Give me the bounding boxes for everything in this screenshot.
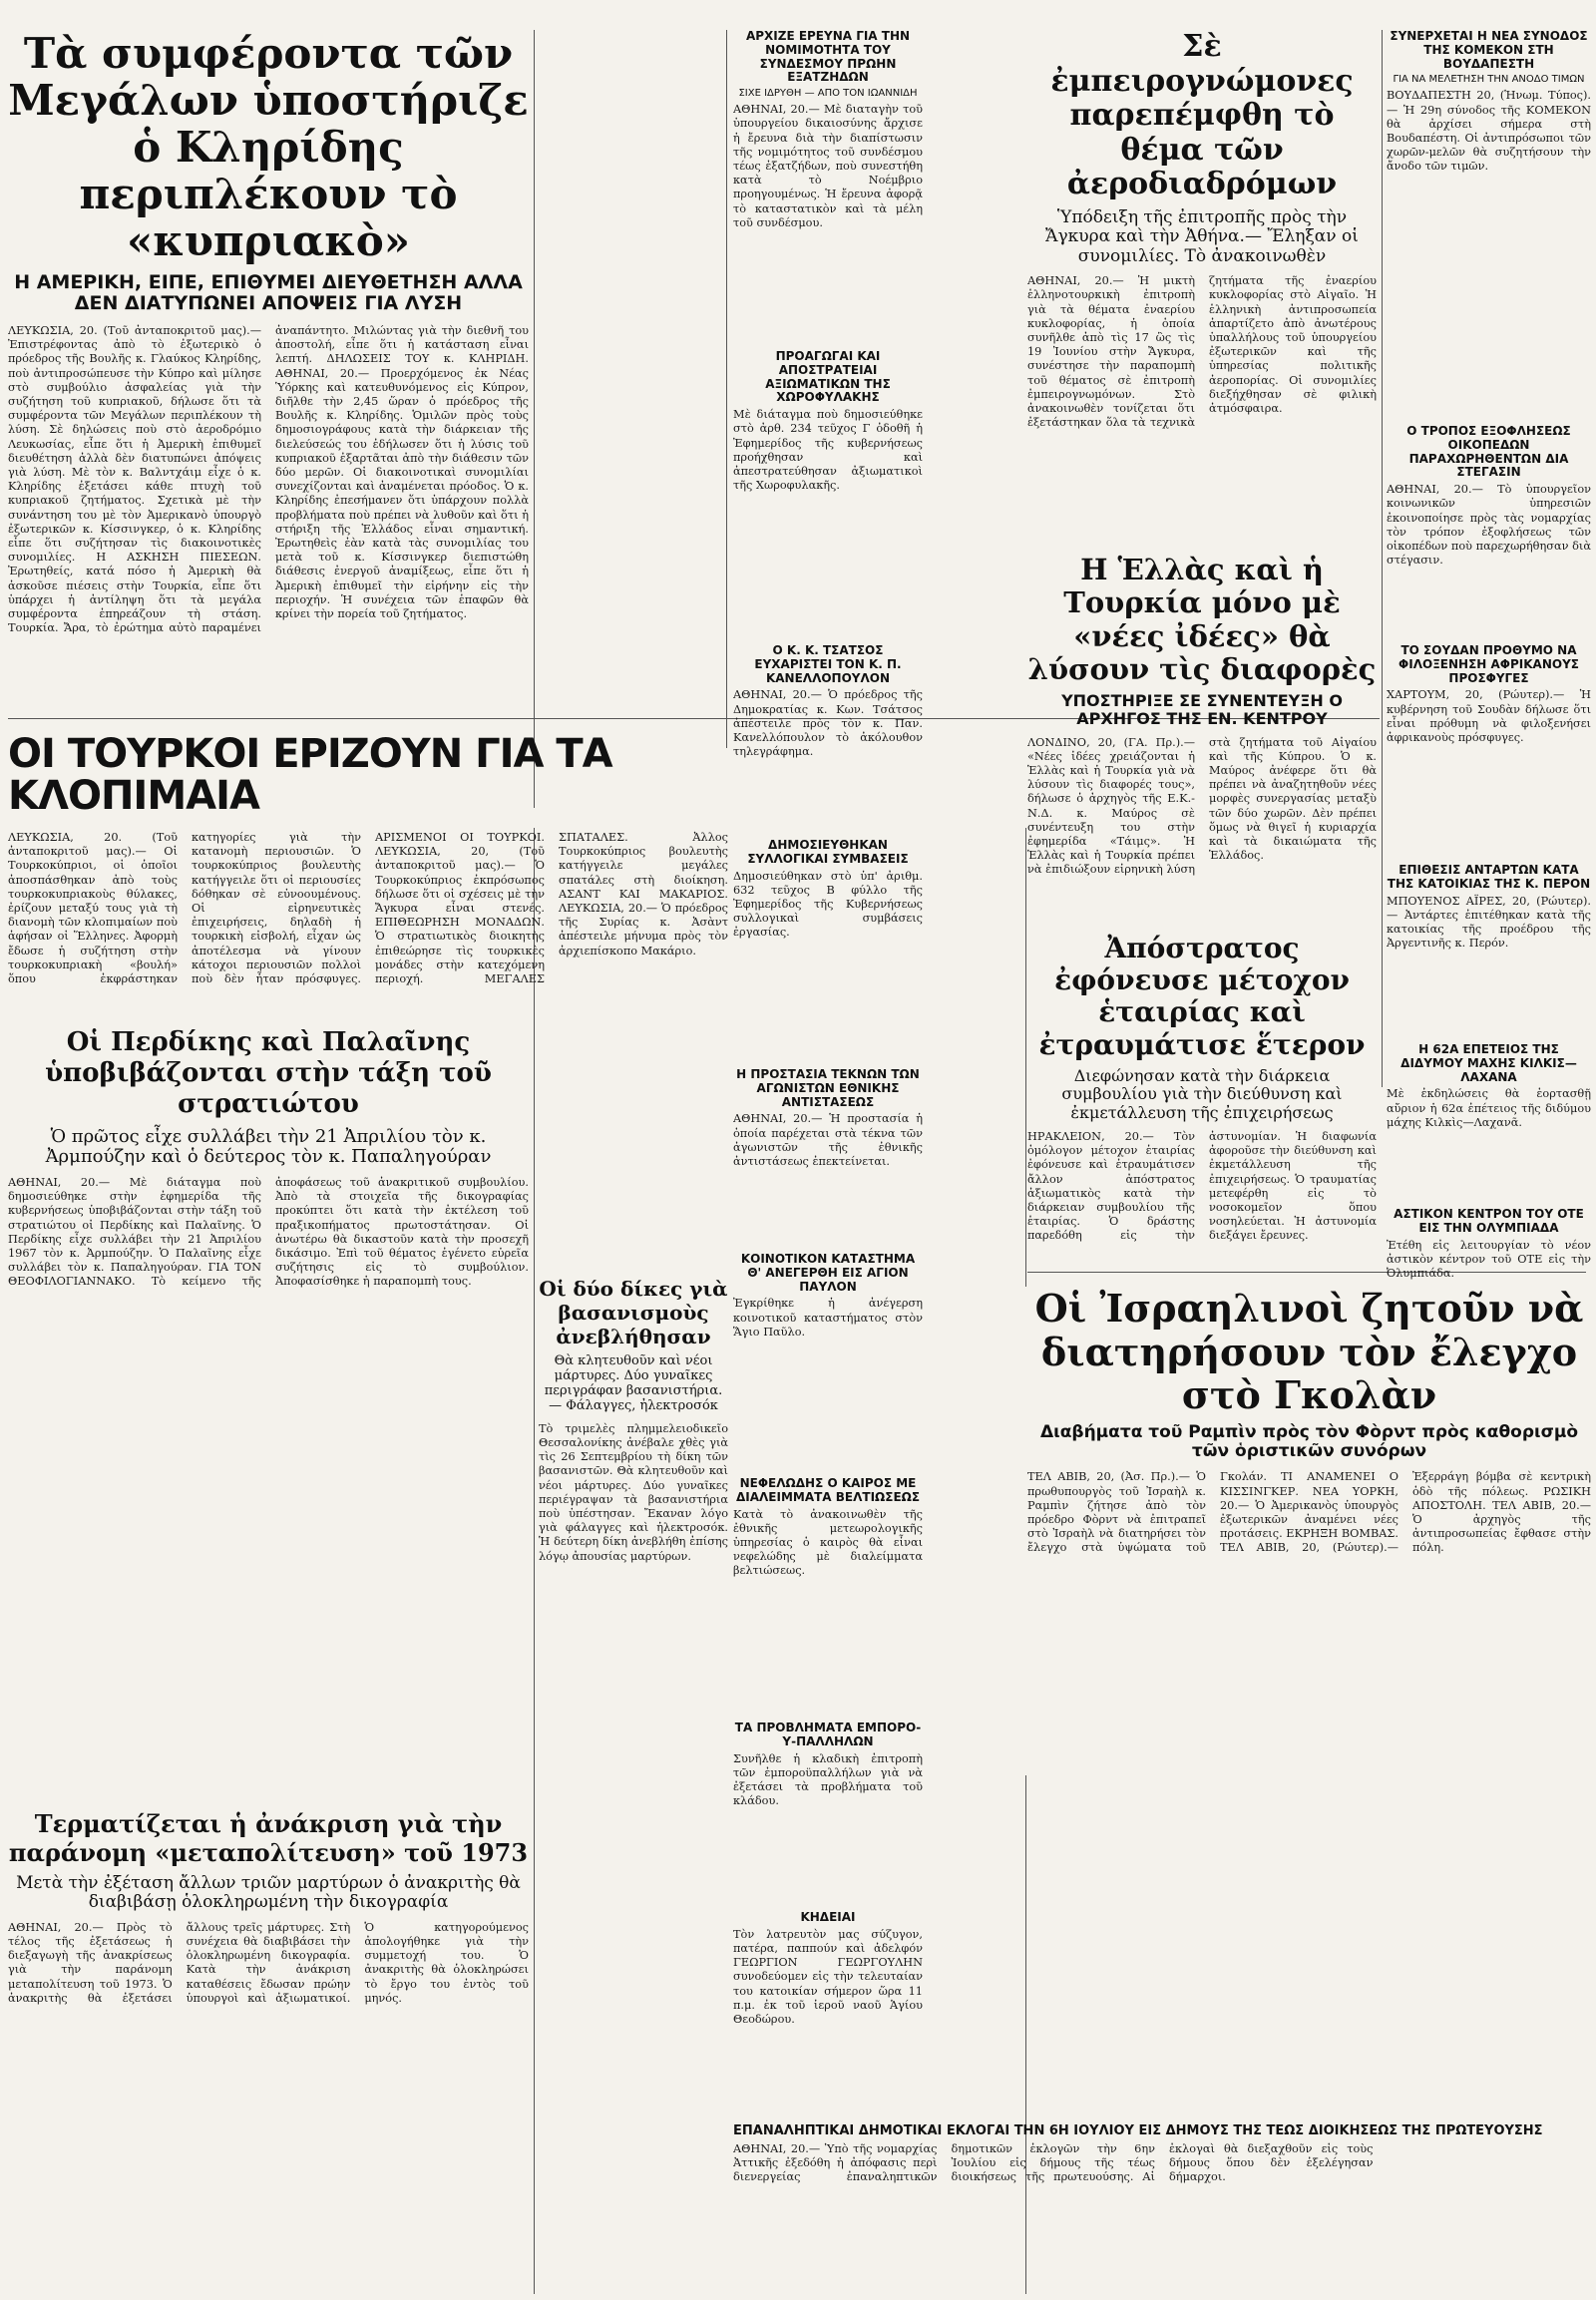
- headline: Οἱ Ἰσραηλινοὶ ζητοῦν νὰ διατηρήσουν τὸν ἔλεγχο στὸ Γκολὰν: [1034, 1287, 1584, 1418]
- headline: ΕΠΑΝΑΛΗΠΤΙΚΑΙ ΔΗΜΟΤΙΚΑΙ ΕΚΛΟΓΑΙ ΤΗΝ 6Η ΙΟΥΛΙΟΥ ΕΙΣ ΔΗΜΟΥΣ ΤΗΣ ΤΕΩΣ ΔΙΟΙΚΗΣΕΩΣ ΤΗΣ ΠΡΩΤΕΥΟΥΣΗΣ: [733, 2124, 1543, 2138]
- article-body: Ἐτέθη εἰς λειτουργίαν τὸ νέον ἀστικὸν κέντρον τοῦ ΟΤΕ εἰς τὴν Ὀλυμπιάδα.: [1387, 1238, 1591, 1280]
- subheadline: Διεφώνησαν κατὰ τὴν διάρκεια συμβουλίου γιὰ τὴν διεύθυνση καὶ ἐκμετάλλευση τῆς ἐπιχειρήσεως: [1061, 1065, 1343, 1122]
- article-dikes: [539, 1277, 728, 1795]
- headline: Η Ἑλλὰς καὶ ἡ Τουρκία μόνο μὲ «νέες ἰδέες» θὰ λύσουν τὶς διαφορὲς: [1027, 554, 1377, 687]
- headline: ΝΕΦΕΛΩΔΗΣ Ο ΚΑΙΡΟΣ ΜΕ ΔΙΑΛΕΙΜΜΑΤΑ ΒΕΛΤΙΩΣΕΩΣ: [735, 1476, 921, 1504]
- article-body: ΤΕΛ ΑΒΙΒ, 20, (Ἀσ. Πρ.).— Ὁ πρωθυπουργὸς τοῦ Ἰσραὴλ κ. Ραμπὶν ζήτησε ἀπὸ τὸν πρόεδρο Φὸρντ νὰ ἐπιτραπεῖ στὸ Ἰσραὴλ νὰ διατηρήσει τὸν ἔλεγχο στὰ ὑψώματα τοῦ Γκολάν. ΤΙ ΑΝΑΜΕΝΕΙ Ο ΚΙΣΣΙΝΓΚΕΡ. ΝΕΑ ΥΟΡΚΗ, 20.— Ὁ Ἀμερικανὸς ὑπουργὸς ἐξωτερικῶν ἀναμένει νέες προτάσεις. ΕΚΡΗΞΗ ΒΟΜΒΑΣ. ΤΕΛ ΑΒΙΒ, 20, (Ρώυτερ).— Ἐξερράγη βόμβα σὲ κεντρικὴ ὁδὸ τῆς πόλεως. ΡΩΣΙΚΗ ΑΠΟΣΤΟΛΗ. ΤΕΛ ΑΒΙΒ, 20.— Ὁ ἀρχηγὸς τῆς ἀντιπροσωπείας ἔφθασε στὴν πόλη.: [1027, 1470, 1591, 1555]
- article-body: Κατὰ τὸ ἀνακοινωθὲν τῆς ἐθνικῆς μετεωρολογικῆς ὑπηρεσίας ὁ καιρὸς θὰ εἶναι νεφελώδης μὲ διαλείμματα βελτιώσεως.: [733, 1507, 923, 1578]
- headline: ΑΡΧΙΖΕ ΕΡΕΥΝΑ ΓΙΑ ΤΗΝ ΝΟΜΙΜΟΤΗΤΑ ΤΟΥ ΣΥΝΔΕΣΜΟΥ ΠΡΩΗΝ ΕΞΑΤΖΗΔΩΝ: [745, 30, 911, 85]
- headline: ΚΗΔΕΙΑΙ: [800, 1910, 856, 1924]
- headline: Τὰ συμφέροντα τῶν Μεγάλων ὑποστήριζε ὁ Κληρίδης περιπλέκουν τὸ «κυπριακὸ»: [8, 30, 529, 266]
- headline: Η 62Α ΕΠΕΤΕΙΟΣ ΤΗΣ ΔΙΔΥΜΟΥ ΜΑΧΗΣ ΚΙΛΚΙΣ—ΛΑΧΑΝΑ: [1400, 1042, 1577, 1084]
- subheadline: Η ΑΜΕΡΙΚΗ, ΕΙΠΕ, ΕΠΙΘΥΜΕΙ ΔΙΕΥΘΕΤΗΣΗ ΑΛΛΑ ΔΕΝ ΔΙΑΤΥΠΩΝΕΙ ΑΠΟΨΕΙΣ ΓΙΑ ΛΥΣΗ: [14, 271, 523, 315]
- headline: Ο Κ. Κ. ΤΣΑΤΣΟΣ ΕΥΧΑΡΙΣΤΕΙ ΤΟΝ Κ. Π. ΚΑΝΕΛΛΟΠΟΥΛΟΝ: [754, 643, 902, 685]
- article-body: ΧΑΡΤΟΥΜ, 20, (Ρώυτερ).— Ἡ κυβέρνηση τοῦ Σουδὰν δήλωσε ὅτι εἶναι πρόθυμη νὰ φιλοξενήσει ἀφρικανοὺς πρόσφυγες.: [1387, 688, 1591, 744]
- subheadline: Θὰ κλητευθοῦν καὶ νέοι μάρτυρες. Δύο γυναῖκες περιγράφαν βασανιστήρια.— Φάλαγγες, ἠλεκτροσόκ: [544, 1353, 723, 1413]
- headline: ΟΙ ΤΟΥΡΚΟΙ ΕΡΙΖΟΥΝ ΓΙΑ ΤΑ ΚΛΟΠΙΜΑΙΑ: [8, 733, 612, 819]
- article-body: ΑΘΗΝΑΙ, 20.— Τὸ ὑπουργεῖον κοινωνικῶν ὑπηρεσιῶν ἐκοινοποίησε πρὸς τὰς νομαρχίας τὸν τρόπον ἐξοφλήσεως τῶν οἰκοπέδων ποὺ παρεχωρήθησαν διὰ στέγασιν.: [1387, 483, 1591, 568]
- headline: Ο ΤΡΟΠΟΣ ΕΞΟΦΛΗΣΕΩΣ ΟΙΚΟΠΕΔΩΝ ΠΑΡΑΧΩΡΗΘΕΝΤΩΝ ΔΙΑ ΣΤΕΓΑΣΙΝ: [1406, 424, 1571, 480]
- article-demosieusis: [733, 833, 923, 1052]
- subheadline: Ὁ πρῶτος εἶχε συλλάβει τὴν 21 Ἀπριλίου τὸν κ. Ἀρμπούζην καὶ ὁ δεύτερος τὸν κ. Παπαληγούραν: [45, 1125, 492, 1168]
- subheadline: Διαβήματα τοῦ Ραμπὶν πρὸς τὸν Φὸρντ πρὸς καθορισμὸ τῶν ὁριστικῶν συνόρων: [1039, 1422, 1579, 1461]
- article-turkoi: [8, 733, 728, 1012]
- subheadline: ΥΠΟΣΤΗΡΙΞΕ ΣΕ ΣΥΝΕΝΤΕΥΞΗ Ο ΑΡΧΗΓΟΣ ΤΗΣ ΕΝ. ΚΕΝΤΡΟΥ: [1061, 691, 1343, 728]
- article-ellas: [1027, 554, 1377, 923]
- byline: ΣΙΧΕ ΙΔΡΥΘΗ — ΑΠΟ ΤΟΝ ΙΩΑΝΝΙΔΗ: [738, 88, 918, 100]
- article-aerodiadromoi: [1027, 30, 1377, 509]
- headline: Οἱ Περδίκης καὶ Παλαῖνης ὑποβιβάζονται στὴν τάξη τοῦ στρατιώτου: [45, 1027, 492, 1120]
- article-ekloges: [733, 2124, 1591, 2294]
- headline: Τερματίζεται ἡ ἀνάκριση γιὰ τὴν παράνομη «μεταπολίτευση» τοῦ 1973: [8, 1810, 529, 1867]
- article-body: ΛΟΝΔΙΝΟ, 20, (ΓΑ. Πρ.).— «Νέες ἰδέες χρειάζονται ἡ Ἑλλὰς καὶ ἡ Τουρκία γιὰ νὰ λύσουν τὶς διαφορές τους», δήλωσε ὁ ἀρχηγὸς τῆς Ε.Κ.-Ν.Δ. κ. Μαύρος σὲ συνέντευξη του στὴν ἐφημερίδα «Τάιμς». Ἡ Ἑλλὰς καὶ ἡ Τουρκία πρέπει νὰ ἐπιδιώξουν εἰρηνικὴ λύση στὰ ζητήματα τοῦ Αἰγαίου καὶ τῆς Κύπρου. Ὁ κ. Μαύρος ἀνέφερε ὅτι θὰ πρέπει νὰ ἀναζητηθοῦν νέες μορφὲς συνεργασίας μεταξὺ τῶν δύο χωρῶν. Δὲν πρέπει ὅμως νὰ θιγεῖ ἡ κυριαρχία καὶ τὰ δικαιώματα τῆς Ἑλλάδος.: [1027, 735, 1377, 877]
- article-body: ΑΘΗΝΑΙ, 20.— Μὲ διαταγὴν τοῦ ὑπουργείου δικαιοσύνης ἄρχισε ἡ ἔρευνα διὰ τὴν διαπίστωσιν τῆς νομιμότητος τοῦ συνδέσμου τέως ἐξατζήδων, ποὺ συνεστήθη κατὰ τὸ Νοέμβριο προηγουμένως. Ἡ ἔρευνα ἀφορᾷ τὸ καταστατικὸν καὶ τὰ μέλη τοῦ συνδέσμου.: [733, 103, 923, 229]
- article-body: Μὲ διάταγμα ποὺ δημοσιεύθηκε στὸ ἀρθ. 234 τεῦχος Γ ὀδοθῆ ἡ Ἐφημερίδος τῆς κυβερνήσεως προήχθησαν καὶ ἀπεστρατεύθησαν ἀξιωματικοὶ τῆς Χωροφυλακῆς.: [733, 408, 923, 493]
- article-body: ΑΘΗΝΑΙ, 20.— Ἡ προστασία ἡ ὁποία παρέχεται στὰ τέκνα τῶν ἀγωνιστῶν τῆς ἐθνικῆς ἀντιστάσεως ἐπεκτείνεται.: [733, 1112, 923, 1168]
- article-body: ΑΘΗΝΑΙ, 20.— Πρὸς τὸ τέλος τῆς ἐξετάσεως ἡ διεξαγωγὴ τῆς ἀνακρίσεως γιὰ τὴν παράνομη μεταπολίτευση τοῦ 1973. Ὁ ἀνακριτὴς θὰ ἐξετάσει ἄλλους τρεῖς μάρτυρες. Στὴ συνέχεια θὰ διαβιβάσει τὴν ὁλοκληρωμένη δικογραφία. Κατὰ τὴν ἀνάκριση καταθέσεις ἔδωσαν πρώην ὑπουργοὶ καὶ ἀξιωματικοί. Ὁ κατηγορούμενος ἀπολογήθηκε γιὰ τὴν συμμετοχή του. Ὁ ἀνακριτὴς θὰ ὁλοκληρώσει τὸ ἔργο του ἐντὸς τοῦ μηνός.: [8, 1920, 529, 2005]
- headline: ΠΡΟΑΓΩΓΑΙ ΚΑΙ ΑΠΟΣΤΡΑΤΕΙΑΙ ΑΞΙΩΜΑΤΙΚΩΝ ΤΗΣ ΧΩΡΟΦΥΛΑΚΗΣ: [765, 349, 891, 405]
- headline: Σὲ ἐμπειρογνώμονες παρεπέμφθη τὸ θέμα τῶν ἀεροδιαδρόμων: [1050, 30, 1354, 201]
- article-tropos: [1387, 419, 1591, 628]
- article-israinoi: [1027, 1287, 1591, 1775]
- article-prostasia: [733, 1062, 923, 1242]
- headline: ΤΟ ΣΟΥΔΑΝ ΠΡΟΘΥΜΟ ΝΑ ΦΙΛΟΞΕΝΗΣΗ ΑΦΡΙΚΑΝΟΥΣ ΠΡΟΣΦΥΓΕΣ: [1398, 643, 1579, 685]
- headline: ΤΑ ΠΡΟΒΛΗΜΑΤΑ ΕΜΠΟΡΟ-Υ-ΠΑΛΛΗΛΩΝ: [734, 1721, 922, 1748]
- article-proagogai: [733, 344, 923, 603]
- article-body: ΑΘΗΝΑΙ, 20.— Ἡ μικτὴ ἑλληνοτουρκικὴ ἐπιτροπὴ γιὰ τὰ θέματα ἐναερίου κυκλοφορίας, ἡ ὁποία συνῆλθε ἀπὸ τὶς 17 ὣς τὶς 19 Ἰουνίου στὴν Ἄγκυρα, συνέστησε τὴν παραπομπὴ τοῦ θέματος σὲ ἐπιτροπὴ ἐμπειρογνωμόνων. Στὸ ἀνακοινωθὲν τονίζεται ὅτι ἐξετάστηκαν ὅλα τὰ τεχνικὰ ζητήματα τῆς ἐναερίου κυκλοφορίας στὸ Αἰγαῖο. Ἡ ἑλληνικὴ ἀντιπροσωπεία ἀπαρτίζετο ἀπὸ ἀνωτέρους ὑπαλλήλους τοῦ ὑπουργείου ἐξωτερικῶν καὶ τῆς ὑπηρεσίας πολιτικῆς ἀεροπορίας. Οἱ συνομιλίες διεξήχθησαν σὲ φιλικὴ ἀτμόσφαιρα.: [1027, 274, 1377, 430]
- article-epitheseis: [1387, 858, 1591, 1027]
- headline: ΚΟΙΝΟΤΙΚΟΝ ΚΑΤΑΣΤΗΜΑ Θ' ΑΝΕΓΕΡΘΗ ΕΙΣ ΑΓΙΟΝ ΠΑΥΛΟΝ: [740, 1252, 916, 1294]
- article-kideiai: [733, 1905, 923, 2114]
- headline: ΕΠΙΘΕΣΙΣ ΑΝΤΑΡΤΩΝ ΚΑΤΑ ΤΗΣ ΚΑΤΟΙΚΙΑΣ ΤΗΣ Κ. ΠΕΡΟΝ: [1387, 863, 1591, 891]
- headline: Η ΠΡΟΣΤΑΣΙΑ ΤΕΚΝΩΝ ΤΩΝ ΑΓΩΝΙΣΤΩΝ ΕΘΝΙΚΗΣ ΑΝΤΙΣΤΑΣΕΩΣ: [736, 1067, 920, 1109]
- article-tsatsos: [733, 638, 923, 778]
- article-body: Συνῆλθε ἡ κλαδικὴ ἐπιτροπὴ τῶν ἐμποροϋπαλλήλων γιὰ νὰ ἐξετάσει τὰ προβλήματα τοῦ κλάδου.: [733, 1751, 923, 1808]
- byline: ΓΙΑ ΝΑ ΜΕΛΕΤΗΣΗ ΤΗΝ ΑΝΟΔΟ ΤΙΜΩΝ: [1393, 74, 1585, 86]
- article-katastima: [733, 1247, 923, 1456]
- article-body: ΒΟΥΔΑΠΕΣΤΗ 20, (Ἡνωμ. Τύπος).— Ἡ 29η σύνοδος τῆς ΚΟΜΕΚΟΝ θὰ ἀρχίσει σήμερα στὴ Βουδαπέστη. Οἱ ἀντιπρόσωποι τῶν χωρῶν-μελῶν θὰ συζητήσουν τὴν ἄνοδο τῶν τιμῶν.: [1387, 89, 1591, 174]
- headline: Οἱ δύο δίκες γιὰ βασανισμοὺς ἀνεβλήθησαν: [539, 1277, 728, 1348]
- article-astikon: [1387, 1202, 1591, 1287]
- article-kairos: [733, 1471, 923, 1701]
- article-body: ΗΡΑΚΛΕΙΟΝ, 20.— Τὸν ὁμόλογον μέτοχον ἑταιρίας ἐφόνευσε καὶ ἐτραυμάτισεν ἄλλον ἀπόστρατος ἀξιωματικὸς κατὰ τὴν διάρκειαν συμβουλίου τῆς ἑταιρίας. Ὁ δράστης παρεδόθη εἰς τὴν ἀστυνομίαν. Ἡ διαφωνία ἀφοροῦσε τὴν διεύθυνση καὶ ἐκμετάλλευση τῆς ἐπιχειρήσεως. Ὁ τραυματίας μετεφέρθη εἰς τὸ νοσοκομεῖον ὅπου νοσηλεύεται. Ἡ ἀστυνομία διεξάγει ἔρευνες.: [1027, 1129, 1377, 1243]
- headline: ΣΥΝΕΡΧΕΤΑΙ Η ΝΕΑ ΣΥΝΟΔΟΣ ΤΗΣ ΚΟΜΕΚΟΝ ΣΤΗ ΒΟΥΔΑΠΕΣΤΗ: [1390, 30, 1588, 71]
- article-nomimotita: [733, 30, 923, 339]
- article-synodos: [1387, 30, 1591, 419]
- article-problimata: [733, 1716, 923, 1895]
- article-body: Τὸν λατρευτὸν μας σύζυγον, πατέρα, παππούν καὶ ἀδελφόν ΓΕΩΡΓΙΟΝ ΓΕΩΡΓΟΥΛΗΝ συνοδεύομεν εἰς τὴν τελευταίαν του κατοικίαν σήμερον ὥρα 11 π.μ. ἐκ τοῦ ἱεροῦ ναοῦ Ἁγίου Θεοδώρου.: [733, 1927, 923, 2027]
- headline: ΔΗΜΟΣΙΕΥΘΗΚΑΝ ΣΥΛΛΟΓΙΚΑΙ ΣΥΜΒΑΣΕΙΣ: [747, 838, 909, 866]
- subheadline: Μετὰ τὴν ἐξέταση ἄλλων τριῶν μαρτύρων ὁ ἀνακριτὴς θὰ διαβιβάσῃ ὁλοκληρωμένη τὴν δικογραφία: [16, 1872, 521, 1913]
- article-body: ΑΘΗΝΑΙ, 20.— Ὑπὸ τῆς νομαρχίας Ἀττικῆς ἐξεδόθη ἡ ἀπόφασις περὶ διενεργείας ἐπαναληπτικῶν δημοτικῶν ἐκλογῶν τὴν 6ην Ἰουλίου εἰς δήμους τῆς τέως διοικήσεως τῆς πρωτευούσης. Αἱ ἐκλογαὶ θὰ διεξαχθοῦν εἰς τοὺς δήμους ὅπου δὲν ἐξελέγησαν δήμαρχοι.: [733, 2141, 1374, 2184]
- article-body: ΛΕΥΚΩΣΙΑ, 20. (Τοῦ ἀνταποκριτοῦ μας).— Οἱ Τουρκοκύπριοι, οἱ ὁποῖοι ἀποσπάσθηκαν ἀπὸ τοὺς τουρκοκυπριακοὺς θύλακες, ἐρίζουν μεταξύ τους γιὰ τὴ διανομὴ τῶν κλοπιμαίων ποὺ ἀφήσαν οἱ Ἕλληνες. Ἀφορμὴ ἔδωσε ἡ συζήτηση στὴν τουρκοκυπριακὴ «βουλή» ὅπου ἐκφράστηκαν κατηγορίες γιὰ τὴν κατανομὴ περιουσιῶν. Ὁ τουρκοκύπριος βουλευτὴς κατήγγειλε ὅτι οἱ περιουσίες δόθηκαν σὲ εὐνοουμένους. Οἱ εἰρηνευτικὲς ἐπιχειρήσεις, δηλαδὴ ἡ τουρκικὴ εἰσβολή, εἶχαν ὡς ἀποτέλεσμα νὰ γίνουν κάτοχοι περιουσιῶν πολλοὶ ποὺ δὲν ἦταν πρόσφυγες. ΑΡΙΣΜΕΝΟΙ ΟΙ ΤΟΥΡΚΟΙ. ΛΕΥΚΩΣΙΑ, 20, (Τοῦ ἀνταποκριτοῦ μας).— Ὁ Τουρκοκύπριος ἐκπρόσωπος δήλωσε ὅτι οἱ σχέσεις μὲ τὴν Ἄγκυρα εἶναι στενές. ΕΠΙΘΕΩΡΗΣΗ ΜΟΝΑΔΩΝ. Ὁ στρατιωτικὸς διοικητὴς ἐπιθεώρησε τὶς τουρκικὲς μονάδες στὴν κατεχόμενη περιοχή. ΜΕΓΑΛΕΣ ΣΠΑΤΑΛΕΣ. Ἀλλος Τουρκοκύπριος βουλευτὴς κατήγγειλε μεγάλες σπατάλες στὴ διοίκηση. ΑΣΑΝΤ ΚΑΙ ΜΑΚΑΡΙΟΣ. ΛΕΥΚΩΣΙΑ, 20.— Ὁ πρόεδρος τῆς Συρίας κ. Ἀσὰντ ἀπέστειλε μήνυμα πρὸς τὸν ἀρχιεπίσκοπο Μακάριο.: [8, 831, 728, 986]
- article-body: Μὲ ἐκδηλώσεις θὰ ἑορτασθῇ αὔριον ἡ 62α ἐπέτειος τῆς διδύμου μάχης Κιλκὶς—Λαχανᾶ.: [1387, 1087, 1591, 1129]
- article-apostratos: [1027, 933, 1377, 1272]
- article-anakrisi: [8, 1810, 529, 2294]
- article-body: Δημοσιεύθηκαν στὸ ὑπ' ἀριθμ. 632 τεῦχος Β φύλλο τῆς Ἐφημερίδος τῆς Κυβερνήσεως συλλογικαὶ συμβάσεις ἐργασίας.: [733, 869, 923, 940]
- article-body: Ἐγκρίθηκε ἡ ἀνέγερση κοινοτικοῦ καταστήματος στὸν Ἅγιο Παῦλο.: [733, 1297, 923, 1339]
- article-body: ΜΠΟΥΕΝΟΣ ΑΪΡΕΣ, 20, (Ρώυτερ).— Ἀντάρτες ἐπιτέθηκαν κατὰ τῆς κατοικίας τῆς προέδρου τῆς Ἀργεντινῆς κ. Περόν.: [1387, 894, 1591, 951]
- article-kyprian: [8, 30, 529, 718]
- article-perdikis: [8, 1027, 529, 1795]
- article-body: Τὸ τριμελὲς πλημμελειοδικεῖο Θεσσαλονίκης ἀνέβαλε χθὲς γιὰ τὶς 26 Σεπτεμβρίου τὴ δίκη τῶν βασανιστῶν. Θὰ κλητευθοῦν καὶ νέοι μάρτυρες. Δύο γυναῖκες περιέγραψαν τὰ βασανιστήρια ποὺ ὑπέστησαν. Ἔκαναν λόγο γιὰ φάλαγγες καὶ ἠλεκτροσόκ. Ἡ δεύτερη δίκη ἀνεβλήθη ἐπίσης λόγῳ ἀπουσίας μαρτύρων.: [539, 1421, 728, 1563]
- headline: ΑΣΤΙΚΟΝ ΚΕΝΤΡΟΝ ΤΟΥ ΟΤΕ ΕΙΣ ΤΗΝ ΟΛΥΜΠΙΑΔΑ: [1394, 1207, 1584, 1235]
- article-body: ΑΘΗΝΑΙ, 20.— Μὲ διάταγμα ποὺ δημοσιεύθηκε στὴν ἐφημερίδα τῆς κυβερνήσεως ὑποβιβάζονται στὴν τάξη τοῦ στρατιώτου οἱ Περδίκης καὶ Παλαῖνης. Ὁ Περδίκης εἶχε συλλάβει τὴν 21 Ἀπριλίου 1967 τὸν κ. Ἀρμπούζην. Ὁ Παλαῖνης εἶχε συλλάβει τὸν κ. Παπαληγούραν. ΓΙΑ ΤΟΝ ΘΕΟΦΙΛΟΓΙΑΝΝΑΚΟ. Τὸ κείμενο τῆς ἀποφάσεως τοῦ ἀνακριτικοῦ συμβουλίου. Ἀπὸ τὰ στοιχεῖα τῆς δικογραφίας προκύπτει ὅτι κατὰ τὴν ἐκτέλεση τοῦ πραξικοπήματος πρωτοστάτησαν. Οἱ ἀνωτέρω θὰ δικαστοῦν κατὰ τὴν προσεχῆ δικάσιμο. Ἐπὶ τοῦ θέματος ἐγένετο εὐρεῖα συζήτησις εἰς τὸ συμβούλιον. Ἀποφασίσθηκε ἡ παραπομπὴ τους.: [8, 1175, 529, 1289]
- headline: Ἀπόστρατος ἐφόνευσε μέτοχον ἑταιρίας καὶ ἐτραυμάτισε ἕτερον: [1038, 933, 1366, 1061]
- article-soudan: [1387, 638, 1591, 848]
- article-body: ΛΕΥΚΩΣΙΑ, 20. (Τοῦ ἀνταποκριτοῦ μας).— Ἐπιστρέφοντας ἀπὸ τὸ ἐξωτερικὸ ὁ πρόεδρος τῆς Βουλῆς κ. Γλαύκος Κληρίδης, ποὺ ἀντιπροσώπευσε τὴν Κύπρο καὶ μίλησε στὸ συμβούλιο ἀσφαλείας γιὰ τὴν συζήτηση τοῦ κυπριακοῦ, δήλωσε ὅτι τὰ συμφέροντα τῶν Μεγάλων περιπλέκουν τὴ λύση. Σὲ δηλώσεις ποὺ στὸ ἀεροδρόμιο Λευκωσίας, εἶπε ὅτι ἡ Ἀμερικὴ ἐπιθυμεῖ διευθέτηση ἀλλὰ δὲν διατυπώνει ἀπόψεις γιὰ λύση. Μὲ τὸν κ. Βαλντχάιμ εἶχε ὁ κ. Κληρίδης ἐξετάσει κάθε πτυχὴ τοῦ κυπριακοῦ ζητήματος. Σχετικὰ μὲ τὴν συνάντηση του μὲ τὸν Ἀμερικανὸ ὑπουργὸ ἐξωτερικῶν κ. Κίσσινγκερ, ὁ κ. Κληρίδης εἶπε ὅτι συζήτησαν τὶς διακοινοτικὲς συνομιλίες. Η ΑΣΚΗΣΗ ΠΙΕΣΕΩΝ. Ἐρωτηθείς, κατά πόσο ἡ Ἀμερικὴ θὰ ἀσκοῦσε πιέσεις στὴν Τουρκία, εἶπε ὅτι ὑπάρχει ἡ ἀντίληψη ὅτι τὰ μεγάλα συμφέροντα ἐπηρεάζουν τὴ στάση. Τουρκία. Ἄρα, τὸ ἐρώτημα αὐτὸ παραμένει ἀναπάντητο. Μιλώντας γιὰ τὴν διεθνῆ του ἀποστολή, εἶπε ὅτι ἡ κατάσταση εἶναι λεπτή. ΔΗΛΩΣΕΙΣ ΤΟΥ κ. ΚΛΗΡΙΔΗ. ΑΘΗΝΑΙ, 20.— Προερχόμενος ἐκ Νέας Ὑόρκης καὶ κατευθυνόμενος εἰς Κύπρον, διῆλθε τὴν 2,45 ὥραν ὁ πρόεδρος τῆς Βουλῆς κ. Κληρίδης. Ὁμιλῶν πρὸς τοὺς δημοσιογράφους κατὰ τὴν διάρκειαν τῆς διελεύσεώς του ἐδήλωσεν ὅτι ἡ λύσις τοῦ κυπριακοῦ ἐξαρτᾶται ἀπὸ τὴν διάθεσιν τῶν δύο μερῶν. Οἱ διακοινοτικαὶ συνομιλίαι συνεχίζονται καὶ ἀναμένεται πρόοδος. Ὁ κ. Κληρίδης ἐπεσήμανεν ὅτι ὑπάρχουν πολλὰ προβλήματα ποὺ πρέπει νὰ λυθοῦν καὶ ὅτι ἡ στήριξη τῆς Ἑλλάδος εἶναι σημαντική. Ἐρωτηθεὶς ἐὰν κατὰ τὰς συνομιλίας του μετὰ τοῦ κ. Κίσσινγκερ διεπιστώθη διάθεσις ἐνεργοῦ ἀναμίξεως, εἶπε ὅτι ἡ Ἀμερικὴ ἐπιθυμεῖ τὴν εἰρήνην εἰς τὴν περιοχήν. Ἡ συνέχεια τῶν ἐπαφῶν θὰ κρίνει τὴν πορεία τοῦ ζητήματος.: [8, 323, 529, 635]
- article-epeteios: [1387, 1037, 1591, 1197]
- article-body: ΑΘΗΝΑΙ, 20.— Ὁ πρόεδρος τῆς Δημοκρατίας κ. Κων. Τσάτσος ἀπέστειλε πρὸς τὸν κ. Παν. Κανελλόπουλον τὸ ἀκόλουθον τηλεγράφημα.: [733, 688, 923, 759]
- subheadline: Ὑπόδειξη τῆς ἐπιτροπῆς πρὸς τὴν Ἄγκυρα καὶ τὴν Ἀθήνα.— Ἔληξαν οἱ συνομιλίες. Τὸ ἀνακοινωθὲν: [1045, 206, 1359, 266]
